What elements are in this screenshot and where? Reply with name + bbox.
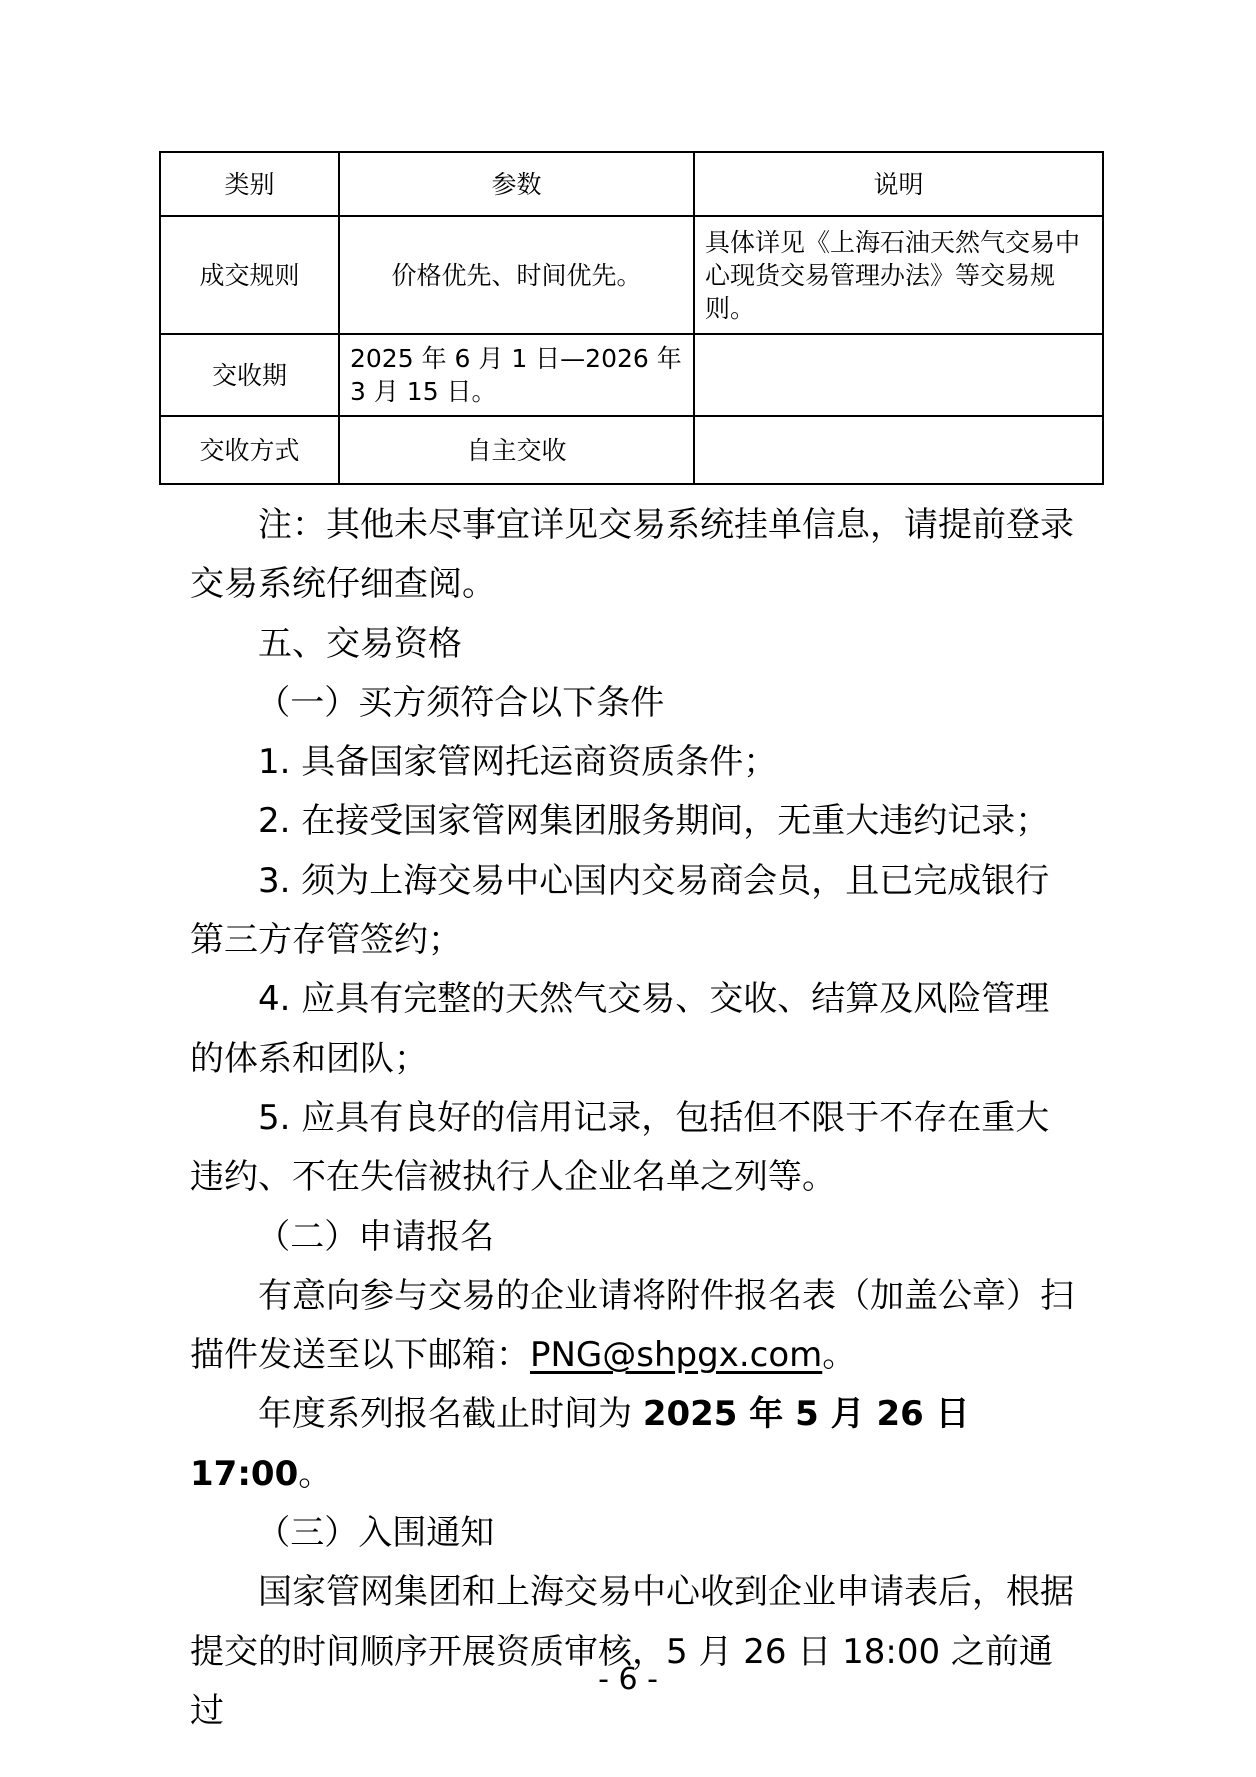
header-category: 类别: [160, 152, 339, 216]
application-text-end: 。: [822, 1335, 857, 1376]
header-parameter: 参数: [339, 152, 694, 216]
table-row: [160, 216, 1103, 334]
parameters-table: [159, 151, 1104, 485]
cell-description: [694, 334, 1103, 416]
condition-item: 2. 在接受国家管网集团服务期间，无重大违约记录；: [258, 801, 1050, 842]
document-body: [190, 496, 1075, 1741]
cell-parameter: 2025 年 6 月 1 日—2026 年 3 月 15 日。: [339, 334, 694, 416]
deadline-paragraph: [190, 1385, 1075, 1504]
condition-item: 3. 须为上海交易中心国内交易商会员，且已完成银行第三方存管签约；: [190, 860, 1050, 961]
table-row: [160, 416, 1103, 484]
application-paragraph: [190, 1267, 1075, 1386]
cell-category: 交收期: [160, 334, 339, 416]
page-number: - 6 -: [598, 1662, 658, 1697]
subsection-title-application: （二）申请报名: [256, 1216, 495, 1257]
application-text: 有意向参与交易的企业请将附件报名表（加盖公章）扫描件发送至以下邮箱：: [190, 1275, 1074, 1376]
notice-paragraph: 国家管网集团和上海交易中心收到企业申请表后，根据提交的时间顺序开展资质审核，5 月 26 日 18:00 之前通过: [190, 1572, 1074, 1731]
deadline-suffix: 。: [298, 1453, 333, 1494]
cell-description: [694, 416, 1103, 484]
cell-parameter: 自主交收: [339, 416, 694, 484]
condition-item: 1. 具备国家管网托运商资质条件；: [258, 742, 778, 783]
header-description: 说明: [694, 152, 1103, 216]
deadline-prefix: 年度系列报名截止时间为: [258, 1394, 643, 1435]
cell-category: 交收方式: [160, 416, 339, 484]
cell-category: 成交规则: [160, 216, 339, 334]
email-link[interactable]: PNG@shpgx.com: [530, 1335, 823, 1376]
condition-item: 5. 应具有良好的信用记录，包括但不限于不存在重大违约、不在失信被执行人企业名单之列等。: [190, 1097, 1050, 1198]
table-row: [160, 334, 1103, 416]
condition-item: 4. 应具有完整的天然气交易、交收、结算及风险管理的体系和团队；: [190, 979, 1050, 1079]
deadline-value: 2025 年 5 月 26 日 17:00: [190, 1394, 970, 1494]
subsection-title-buyer-conditions: （一）买方须符合以下条件: [256, 682, 665, 723]
subsection-title-notice: （三）入围通知: [256, 1513, 495, 1554]
cell-parameter: 价格优先、时间优先。: [339, 216, 694, 334]
table-header-row: [160, 152, 1103, 216]
section-title-qualifications: 五、交易资格: [258, 623, 462, 664]
cell-description: 具体详见《上海石油天然气交易中心现货交易管理办法》等交易规则。: [694, 216, 1103, 334]
note-paragraph: 注：其他未尽事宜详见交易系统挂单信息，请提前登录交易系统仔细查阅。: [190, 505, 1074, 605]
